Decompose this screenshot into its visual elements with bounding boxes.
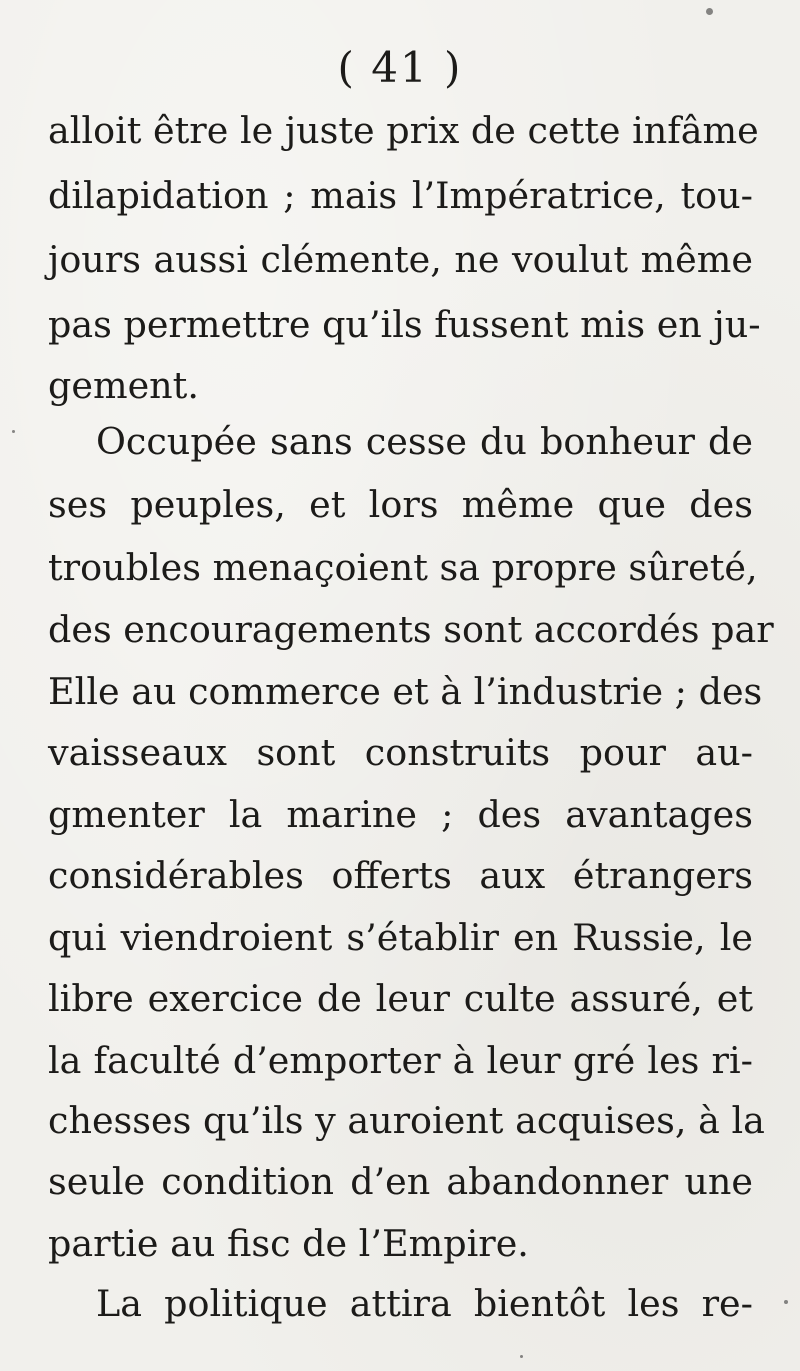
- text-line: pas permettre qu’ils fussent mis en ju-: [48, 303, 761, 346]
- text-line: seule condition d’en abandonner une: [48, 1160, 753, 1203]
- text-line: la faculté d’emporter à leur gré les ri-: [48, 1039, 753, 1082]
- text-line: gement.: [48, 364, 199, 407]
- text-line: partie au fisc de l’Empire.: [48, 1222, 529, 1265]
- text-line: chesses qu’ils y auroient acquises, à la: [48, 1099, 765, 1142]
- page-number: ( 41 ): [337, 43, 463, 92]
- text-line: La politique attira bientôt les re-: [96, 1282, 753, 1325]
- paper-speck: [12, 430, 15, 433]
- text-line: jours aussi clémente, ne voulut même: [48, 238, 753, 281]
- text-line: qui viendroient s’établir en Russie, le: [48, 916, 753, 959]
- text-line: libre exercice de leur culte assuré, et: [48, 977, 753, 1020]
- text-line: gmenter la marine ; des avantages: [48, 793, 753, 836]
- paper-speck: [706, 8, 713, 15]
- text-line: Occupée sans cesse du bonheur de: [96, 420, 753, 463]
- text-line: ses peuples, et lors même que des: [48, 483, 753, 526]
- paper-speck: [784, 1300, 788, 1304]
- text-line: dilapidation ; mais l’Impératrice, tou-: [48, 174, 753, 217]
- text-line: Elle au commerce et à l’industrie ; des: [48, 670, 763, 713]
- text-line: alloit être le juste prix de cette infâme: [48, 109, 759, 152]
- text-line: considérables offerts aux étrangers: [48, 854, 753, 897]
- paper-speck: [520, 1355, 523, 1358]
- text-line: vaisseaux sont construits pour au-: [48, 731, 753, 774]
- text-line: troubles menaçoient sa propre sûreté,: [48, 546, 758, 589]
- text-line: des encouragements sont accordés par: [48, 608, 774, 651]
